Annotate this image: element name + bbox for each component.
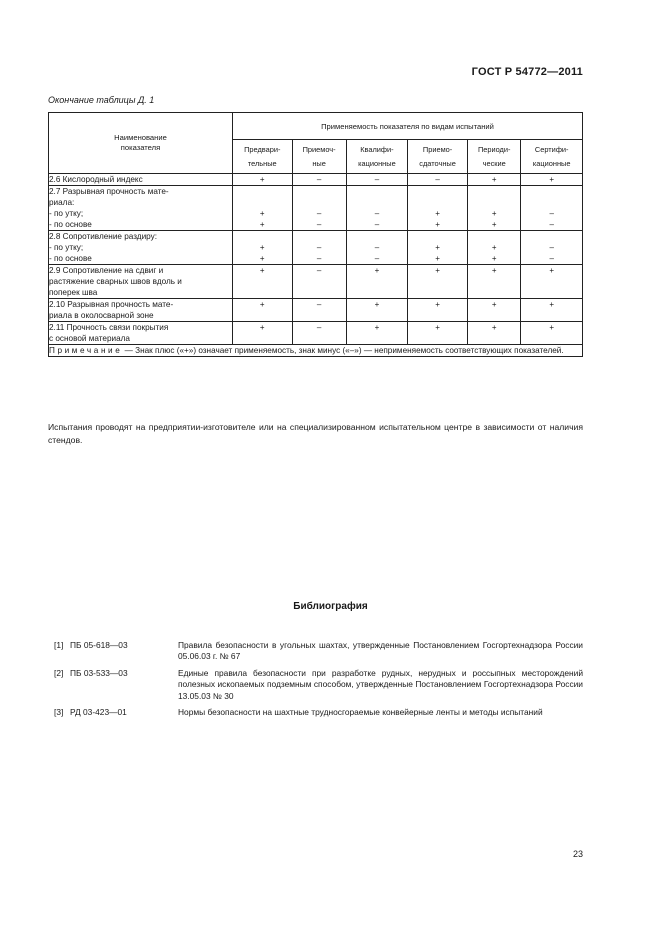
- table-row: [49, 174, 583, 186]
- table-row: [49, 186, 583, 231]
- applicability-cell: +: [346, 322, 407, 345]
- bibliography-title: Библиография: [293, 601, 368, 612]
- applicability-cell: – –: [292, 231, 346, 265]
- applicability-cell: +: [521, 299, 583, 322]
- applicability-cell: – –: [521, 186, 583, 231]
- applicability-cell: +: [468, 174, 521, 186]
- column-header: Приемо- сдаточные: [408, 140, 468, 174]
- applicability-cell: + +: [408, 231, 468, 265]
- applicability-group-header: Применяемость показателя по видам испытаний: [233, 113, 583, 140]
- applicability-cell: +: [408, 322, 468, 345]
- table-row: [49, 231, 583, 265]
- bib-code: ПБ 03-533—03: [70, 668, 128, 678]
- applicability-cell: + +: [233, 186, 293, 231]
- applicability-cell: – –: [346, 231, 407, 265]
- bib-code: ПБ 05-618—03: [70, 640, 128, 650]
- applicability-cell: + +: [468, 231, 521, 265]
- applicability-cell: + +: [468, 186, 521, 231]
- applicability-cell: – –: [292, 186, 346, 231]
- applicability-cell: +: [468, 299, 521, 322]
- column-header: Предвари- тельные: [233, 140, 293, 174]
- applicability-cell: +: [521, 265, 583, 299]
- body-paragraph: Испытания проводят на предприятии-изготовителе или на специализированном испытательном центре в зависимости от наличия стендов.: [48, 422, 583, 445]
- applicability-cell: –: [346, 174, 407, 186]
- applicability-cell: +: [233, 322, 293, 345]
- applicability-cell: +: [521, 322, 583, 345]
- column-header: Периоди- ческие: [468, 140, 521, 174]
- note-row: [49, 345, 583, 357]
- applicability-cell: +: [408, 265, 468, 299]
- indicator-cell: 2.8 Сопротивление раздиру: - по утку; - по основе: [49, 231, 233, 265]
- bib-text: Нормы безопасности на шахтные трудносгораемые конвейерные ленты и методы испытаний: [178, 707, 543, 717]
- applicability-cell: +: [233, 299, 293, 322]
- applicability-cell: +: [468, 265, 521, 299]
- indicator-cell: 2.10 Разрывная прочность мате- риала в околосварной зоне: [49, 299, 233, 322]
- bib-code: РД 03-423—01: [70, 707, 127, 717]
- bib-text: Правила безопасности в угольных шахтах, утвержденные Постановлением Госгортехнадзора России 05.06.03 г. № 67: [178, 640, 583, 662]
- applicability-cell: +: [468, 322, 521, 345]
- applicability-cell: +: [408, 299, 468, 322]
- table-note: [49, 345, 583, 357]
- indicator-cell: 2.11 Прочность связи покрытия с основой материала: [49, 322, 233, 345]
- bib-text: Единые правила безопасности при разработке рудных, нерудных и россыпных месторождений полезных ископаемых подземным способом, утвержденные Постановлением Госгортехнадзора России 13.05.03 № 30: [178, 668, 583, 701]
- applicability-cell: –: [292, 265, 346, 299]
- applicability-cell: –: [292, 174, 346, 186]
- bib-number: [3]: [54, 707, 64, 717]
- bib-number: [2]: [54, 668, 64, 678]
- applicability-cell: +: [233, 174, 293, 186]
- indicator-cell: 2.6 Кислородный индекс: [49, 174, 233, 186]
- document-code: ГОСТ Р 54772—2011: [471, 66, 583, 78]
- note-label: Примечание: [49, 346, 123, 355]
- table-row: [49, 265, 583, 299]
- column-header: Квалифи- кационные: [346, 140, 407, 174]
- applicability-cell: +: [346, 299, 407, 322]
- applicability-cell: –: [408, 174, 468, 186]
- indicator-cell: 2.9 Сопротивление на сдвиг и растяжение сварных швов вдоль и поперек шва: [49, 265, 233, 299]
- applicability-table: [48, 112, 583, 357]
- applicability-cell: +: [521, 174, 583, 186]
- applicability-cell: – –: [346, 186, 407, 231]
- bib-number: [1]: [54, 640, 64, 650]
- applicability-cell: +: [233, 265, 293, 299]
- applicability-cell: –: [292, 322, 346, 345]
- note-text: — Знак плюс («+») означает применяемость, знак минус («–») — неприменяемость соответствующих показателей.: [122, 346, 564, 355]
- applicability-cell: +: [346, 265, 407, 299]
- table-caption: Окончание таблицы Д. 1: [48, 95, 155, 105]
- applicability-cell: + +: [233, 231, 293, 265]
- applicability-cell: – –: [521, 231, 583, 265]
- table-row: [49, 299, 583, 322]
- applicability-cell: + +: [408, 186, 468, 231]
- indicator-name-header: Наименование показателя: [49, 113, 233, 174]
- applicability-cell: –: [292, 299, 346, 322]
- table-row: [49, 322, 583, 345]
- column-header: Сертифи- кационные: [521, 140, 583, 174]
- indicator-cell: 2.7 Разрывная прочность мате- риала: - по утку; - по основе: [49, 186, 233, 231]
- column-header: Приемоч- ные: [292, 140, 346, 174]
- page-number: 23: [572, 849, 583, 859]
